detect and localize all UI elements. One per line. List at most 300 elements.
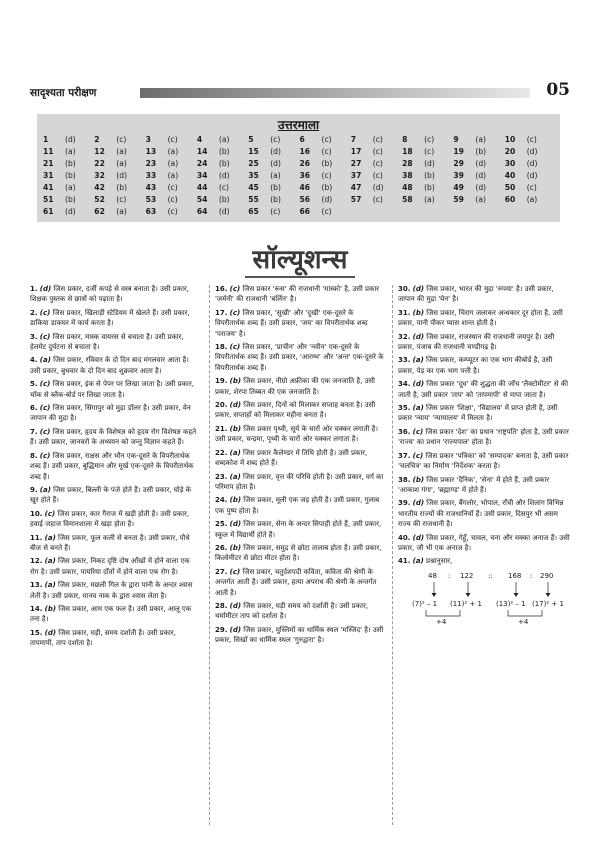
answer-number: 45 bbox=[248, 183, 259, 192]
solution-item bbox=[398, 308, 570, 329]
solution-text: जिस प्रकार, 'प्राचीन' और 'नवीन' एक-दूसरे के विपरीतार्थक शब्द हैं। उसी प्रकार, 'आरम्भ' और 'अन्त' एक-दूसरे के विपरीतार्थक शब्द हैं। bbox=[215, 343, 384, 372]
answer-cell bbox=[351, 158, 402, 169]
solution-item bbox=[398, 403, 570, 424]
answer-cell bbox=[351, 134, 402, 145]
answer-number: 7 bbox=[350, 135, 357, 144]
page-header bbox=[30, 80, 570, 104]
answer-option: (b) bbox=[270, 195, 281, 204]
solution-answer: (d) bbox=[412, 499, 425, 508]
header-title: सादृश्यता परीक्षण bbox=[30, 87, 97, 99]
answer-option: (c) bbox=[526, 135, 537, 144]
solution-text: जिस प्रकार 'शिक्षा', 'विद्यालय' में प्राप्त होती है, उसी प्रकार 'न्याय' 'न्यायालय' में मिलता है। bbox=[398, 404, 558, 423]
answer-cell bbox=[146, 206, 197, 217]
solution-number: 11. bbox=[30, 533, 43, 542]
answer-option: (a) bbox=[167, 147, 179, 156]
answer-cell bbox=[248, 146, 299, 157]
solution-number: 35. bbox=[398, 404, 411, 413]
answer-option: (c) bbox=[372, 195, 383, 204]
answer-number: 51 bbox=[43, 195, 54, 204]
solution-answer: (d) bbox=[412, 285, 425, 293]
solution-number: 30. bbox=[398, 285, 411, 293]
answer-option: (c) bbox=[424, 147, 435, 156]
series-separator: : bbox=[530, 571, 533, 580]
solution-answer: (a) bbox=[44, 533, 56, 542]
solution-number: 36. bbox=[398, 427, 411, 436]
answer-cell bbox=[248, 158, 299, 169]
solution-text: जिस प्रकार 'दूध' की शुद्धता की जाँच 'लैक्टोमीटर' से की जाती है, उसी प्रकार 'ताप' को 'तापमापी' से मापा जाता है। bbox=[398, 380, 569, 399]
answer-cell bbox=[43, 194, 94, 205]
series-number: 122 bbox=[460, 571, 474, 580]
answer-number: 14 bbox=[196, 147, 208, 156]
solution-item bbox=[30, 403, 200, 424]
answer-option: (a) bbox=[218, 135, 230, 144]
series-separator: : bbox=[448, 571, 451, 580]
answer-option: (d) bbox=[65, 135, 76, 144]
answer-number: 54 bbox=[196, 195, 208, 204]
solution-item bbox=[30, 332, 200, 353]
answer-cell bbox=[197, 158, 248, 169]
solution-text: जिस प्रकार, समुद्र से छोटा तालाब होता है। उसी प्रकार, किलोमीटर से छोटा मीटर होता है। bbox=[215, 543, 382, 563]
answer-cell bbox=[402, 134, 453, 145]
solution-answer: (d) bbox=[229, 601, 242, 610]
solution-text: जिस प्रकार 'रूस' की राजधानी 'मास्को' है, उसी प्रकार 'जर्मनी' की राजधानी 'बर्लिन' है। bbox=[215, 285, 380, 304]
answer-cell bbox=[248, 134, 299, 145]
solution-item bbox=[398, 379, 570, 400]
answer-number: 64 bbox=[196, 207, 208, 216]
solution-text: जिस प्रकार, वृत्त की परिधि होती है। उसी प्रकार, वर्ग का परिमाप होता है। bbox=[215, 472, 384, 491]
answer-number: 44 bbox=[196, 183, 208, 192]
solution-number: 39. bbox=[398, 499, 411, 508]
answer-option: (b) bbox=[65, 171, 76, 180]
answer-cell bbox=[402, 146, 453, 157]
solution-text: जिस प्रकार, चतुर्दशपदी कविता, कविता की श्रेणी के अन्तर्गत आती है। उसी प्रकार, हत्या अपराध की श्रेणी के अन्तर्गत आती है। bbox=[215, 567, 377, 597]
solution-text: जिस प्रकार, गेहूँ, चावल, चना और मक्का अनाज हैं। उसी प्रकार, जौ भी एक अनाज है। bbox=[398, 533, 570, 552]
answer-cell bbox=[453, 146, 504, 157]
solution-item bbox=[30, 533, 200, 554]
solution-number: 2. bbox=[30, 308, 38, 317]
answer-number: 24 bbox=[196, 159, 208, 168]
solution-number: 38. bbox=[398, 475, 411, 484]
solution-item bbox=[215, 284, 385, 305]
answer-option: (d) bbox=[270, 147, 281, 156]
series-expression: (17)² + 1 bbox=[532, 599, 564, 608]
solution-item bbox=[215, 308, 385, 339]
answer-number: 15 bbox=[248, 147, 259, 156]
answer-number: 29 bbox=[453, 159, 464, 168]
answer-cell bbox=[402, 158, 453, 169]
answer-cell bbox=[197, 206, 248, 217]
solutions-column-3 bbox=[398, 284, 570, 634]
solution-item bbox=[215, 400, 385, 421]
answer-option: (b) bbox=[218, 159, 230, 168]
answer-option: (c) bbox=[270, 207, 281, 216]
solutions-column-3-items bbox=[398, 284, 570, 567]
answer-number: 38 bbox=[402, 171, 413, 180]
solution-text: जिस प्रकार, हृदय के विशेषज्ञ को हृदय रोग विशेषज्ञ कहते हैं। उसी प्रकार, जानवरों के अध्ययन को जन्तु विज्ञान कहते हैं। bbox=[30, 427, 197, 447]
solution-text: जिस प्रकार, इंक से पेपर पर लिखा जाता है। उसी प्रकार, चॉक से ब्लैक-बोर्ड पर लिखा जाता है। bbox=[30, 380, 194, 399]
solution-number: 7. bbox=[30, 427, 38, 436]
solution-number: 3. bbox=[30, 332, 38, 341]
solution-item bbox=[398, 451, 570, 472]
answer-cell bbox=[146, 146, 197, 157]
answer-number: 33 bbox=[145, 171, 157, 180]
answer-cell bbox=[94, 134, 145, 145]
solution-answer: (c) bbox=[229, 285, 241, 293]
answer-number: 32 bbox=[94, 171, 105, 180]
answer-option: (c) bbox=[372, 171, 383, 180]
solution-answer: (c) bbox=[229, 567, 241, 576]
answer-number: 12 bbox=[94, 147, 105, 156]
answer-number: 50 bbox=[504, 183, 516, 192]
solution-text: जिस प्रकार, मूली एक जड़ होती है। उसी प्रकार, गुलाब एक पुष्प होता है। bbox=[215, 496, 380, 515]
answer-number: 56 bbox=[299, 195, 311, 204]
solution-item bbox=[215, 543, 385, 564]
solution-text: जिस प्रकार, 'सुखी' और 'दुखी' एक-दूसरे के विपरीतार्थक शब्द हैं। उसी प्रकार, 'जय' का विपरीतार्थक शब्द 'पराजय' है। bbox=[215, 308, 368, 338]
answer-cell bbox=[43, 158, 94, 169]
solution-number: 27. bbox=[215, 567, 228, 576]
answer-cell bbox=[43, 146, 94, 157]
solution-item bbox=[215, 376, 385, 397]
answer-option: (b) bbox=[321, 183, 333, 192]
column-divider bbox=[209, 285, 210, 825]
answer-cell bbox=[299, 134, 350, 145]
answer-number: 4 bbox=[196, 135, 203, 144]
answer-number: 10 bbox=[504, 135, 516, 144]
answer-option: (c) bbox=[270, 135, 281, 144]
page-number: 05 bbox=[546, 80, 570, 100]
answer-option: (a) bbox=[167, 171, 179, 180]
solution-item bbox=[30, 284, 200, 305]
answer-option: (a) bbox=[116, 207, 127, 216]
answer-number: 42 bbox=[94, 183, 105, 192]
answer-option: (a) bbox=[116, 159, 127, 168]
answer-option: (d) bbox=[526, 159, 538, 168]
answer-cell bbox=[94, 170, 145, 181]
answer-number: 58 bbox=[402, 195, 413, 204]
answer-option: (b) bbox=[270, 183, 281, 192]
header-bar bbox=[140, 88, 530, 98]
solution-number: 23. bbox=[215, 472, 228, 481]
answer-cell bbox=[248, 182, 299, 193]
answer-number: 48 bbox=[402, 183, 413, 192]
answer-option: (c) bbox=[372, 135, 383, 144]
answer-cell bbox=[43, 182, 94, 193]
solution-text: जिस प्रकार, मास्क वायरस से बचाता है। उसी प्रकार, हेलमेट दुर्घटना से बचाता है। bbox=[30, 332, 184, 352]
answer-number: 8 bbox=[402, 135, 408, 144]
answer-option: (a) bbox=[65, 147, 76, 156]
solution-answer: (a) bbox=[44, 581, 56, 590]
answer-number: 21 bbox=[43, 159, 54, 168]
solution-number: 22. bbox=[215, 448, 228, 457]
solution-number: 18. bbox=[215, 343, 228, 352]
answer-number: 9 bbox=[453, 135, 459, 144]
solution-answer: (d) bbox=[229, 625, 242, 634]
answer-number: 17 bbox=[350, 147, 362, 156]
solution-text: जिस प्रकार, दिनों को मिलाकर सप्ताह बनता है। उसी प्रकार, सप्ताहों को मिलाकर महीना बनता है। bbox=[215, 401, 376, 420]
answer-option: (a) bbox=[526, 195, 538, 204]
solution-answer: (d) bbox=[412, 533, 425, 542]
solution-text: जिस प्रकार, चिराग जलाकर अन्धकार दूर होता है, उसी प्रकार, पानी पीकर प्यास शान्त होती है। bbox=[398, 308, 563, 328]
series-difference: +4 bbox=[518, 617, 529, 626]
solution-answer: (c) bbox=[39, 427, 51, 436]
series-expression: (13)² – 1 bbox=[496, 599, 526, 608]
answer-number: 60 bbox=[504, 195, 516, 204]
solution-answer: (c) bbox=[229, 308, 241, 317]
answer-cell bbox=[146, 170, 197, 181]
series-separator: :: bbox=[488, 571, 493, 580]
answer-cell bbox=[351, 146, 402, 157]
answer-cell bbox=[351, 170, 402, 181]
solution-number: 40. bbox=[398, 533, 411, 542]
solution-answer: (d) bbox=[229, 401, 242, 410]
solution-number: 24. bbox=[215, 496, 228, 505]
answer-grid bbox=[43, 134, 556, 217]
answer-option: (a) bbox=[167, 159, 179, 168]
answer-cell bbox=[453, 134, 504, 145]
solution-answer: (c) bbox=[229, 343, 241, 352]
answer-cell bbox=[402, 170, 453, 181]
solution-number: 4. bbox=[30, 356, 38, 365]
answer-cell bbox=[248, 194, 299, 205]
answer-option: (d) bbox=[475, 171, 487, 180]
solution-number: 41. bbox=[398, 557, 411, 566]
solution-text: जिस प्रकार, निकट दृष्टि दोष आँखों में होने वाला एक रोग है। उसी प्रकार, पायरिया दाँतों में होने वाला एक रोग है। bbox=[30, 557, 190, 576]
answer-option: (b) bbox=[65, 195, 76, 204]
answer-cell bbox=[453, 158, 504, 169]
answer-option: (b) bbox=[218, 195, 230, 204]
solution-number: 28. bbox=[215, 601, 228, 610]
solution-item bbox=[398, 284, 570, 305]
solution-number: 21. bbox=[215, 424, 228, 433]
answer-number: 61 bbox=[43, 207, 54, 216]
solution-answer: (a) bbox=[412, 557, 424, 566]
answer-key-box bbox=[37, 114, 560, 222]
solution-number: 29. bbox=[215, 625, 228, 634]
answer-option: (c) bbox=[167, 195, 178, 204]
solution-answer: (a) bbox=[39, 356, 51, 365]
solution-text: जिस प्रकार, घड़ी, समय दर्शाती है। उसी प्रकार, तापमापी, ताप दर्शाता है। bbox=[30, 628, 176, 648]
answer-option: (b) bbox=[424, 183, 435, 192]
solution-number: 12. bbox=[30, 557, 43, 566]
solution-text: जिस प्रकार कैलेण्डर में तिथि होती है। उसी प्रकार, शब्दकोश में शब्द होते हैं। bbox=[215, 448, 368, 468]
solution-text: जिस प्रकार, सेना के अन्दर सिपाही होते हैं, उसी प्रकार, स्कूल में विद्यार्थी होते हैं। bbox=[215, 520, 382, 539]
answer-number: 31 bbox=[43, 171, 54, 180]
answer-option: (c) bbox=[167, 135, 178, 144]
answer-cell bbox=[197, 170, 248, 181]
answer-option: (c) bbox=[218, 183, 229, 192]
answer-cell bbox=[197, 182, 248, 193]
answer-option: (c) bbox=[526, 183, 537, 192]
solution-answer: (a) bbox=[39, 485, 51, 494]
answer-option: (b) bbox=[424, 171, 435, 180]
answer-number: 30 bbox=[504, 159, 516, 168]
solutions-title: सॉल्यूशन्स bbox=[252, 245, 348, 275]
solution-item bbox=[30, 308, 200, 329]
solution-number: 5. bbox=[30, 380, 38, 389]
answer-number: 57 bbox=[350, 195, 362, 204]
answer-option: (a) bbox=[475, 195, 486, 204]
solution-text: जिस प्रकार, सिंगापुर को मुद्रा डॉलर है। उसी प्रकार, येन जापान की मुद्रा है। bbox=[30, 404, 191, 423]
solution-number: 6. bbox=[30, 404, 38, 413]
series-difference: +4 bbox=[436, 617, 447, 626]
solution-answer: (c) bbox=[39, 404, 51, 413]
solution-number: 17. bbox=[215, 308, 228, 317]
answer-option: (b) bbox=[65, 159, 76, 168]
solution-item bbox=[215, 601, 385, 622]
solution-text: जिस प्रकार, रविवार के दो दिन बाद मंगलवार आता है। उसी प्रकार, बुधवार के दो दिन बाद शुक्रवार आता है। bbox=[30, 356, 189, 375]
answer-option: (a) bbox=[65, 183, 76, 192]
answer-option: (c) bbox=[321, 171, 332, 180]
answer-option: (c) bbox=[167, 207, 178, 216]
solution-item bbox=[398, 355, 570, 376]
series-number: 290 bbox=[540, 571, 554, 580]
answer-option: (d) bbox=[218, 171, 230, 180]
answer-number: 66 bbox=[299, 207, 311, 216]
solution-item bbox=[30, 355, 200, 376]
answer-option: (d) bbox=[526, 147, 538, 156]
solution-answer: (b) bbox=[229, 496, 242, 505]
solution-number: 8. bbox=[30, 451, 38, 460]
answer-cell bbox=[197, 134, 248, 145]
answer-option: (a) bbox=[116, 147, 127, 156]
solution-text: प्रश्नानुसार, bbox=[426, 557, 453, 566]
answer-number: 47 bbox=[350, 183, 362, 192]
answer-number: 5 bbox=[248, 135, 254, 144]
answer-number: 22 bbox=[94, 159, 105, 168]
answer-cell bbox=[299, 194, 350, 205]
answer-cell bbox=[248, 170, 299, 181]
answer-cell bbox=[299, 206, 350, 217]
answer-number: 23 bbox=[145, 159, 157, 168]
answer-number: 59 bbox=[453, 195, 464, 204]
solution-number: 26. bbox=[215, 543, 228, 552]
answer-cell bbox=[505, 170, 556, 181]
solution-text: जिस प्रकार, मुस्लिमों का धार्मिक स्थल 'मस्जिद' है। उसी प्रकार, सिखों का धार्मिक स्थल 'गुरुद्वारा' है। bbox=[215, 625, 384, 645]
solution-answer: (c) bbox=[39, 332, 51, 341]
solution-text: जिस प्रकार, फूल कली से बनता है। उसी प्रकार, पौधे बीज से बनते हैं। bbox=[30, 533, 190, 552]
solution-item bbox=[398, 533, 570, 554]
solution-answer: (c) bbox=[44, 509, 56, 518]
answer-cell bbox=[248, 206, 299, 217]
solution-text: जिस प्रकार, बैंगलोर, भोपाल, राँची और शिलांग विभिन्न भारतीय राज्यों की राजधानियाँ हैं। उसी प्रकार, दिसपुर भी असम राज्य की राजधानी है। bbox=[398, 499, 564, 529]
solution-answer: (a) bbox=[412, 356, 424, 365]
answer-cell bbox=[402, 194, 453, 205]
solution-number: 20. bbox=[215, 401, 228, 410]
solution-text: जिस प्रकार, मछली गिल के द्वारा पानी के अन्दर श्वास लेती है। उसी प्रकार, मानव नाक के द्वारा श्वास लेता है। bbox=[30, 581, 193, 600]
solution-item bbox=[398, 475, 570, 496]
answer-number: 55 bbox=[248, 195, 259, 204]
solution-answer: (b) bbox=[44, 604, 57, 613]
answer-option: (c) bbox=[372, 159, 383, 168]
answer-option: (d) bbox=[372, 183, 384, 192]
solution-number: 13. bbox=[30, 581, 43, 590]
answer-cell bbox=[299, 146, 350, 157]
solution-text: जिस प्रकार, कम्प्यूटर का एक भाग कीबोर्ड है, उसी प्रकार, पेड़ का एक भाग पत्ती है। bbox=[398, 356, 553, 375]
solution-answer: (b) bbox=[412, 308, 425, 317]
series-number: 168 bbox=[508, 571, 522, 580]
solution-text: जिस प्रकार पृथ्वी, सूर्य के चारों ओर चक्कर लगाती है। उसी प्रकार, चन्द्रमा, पृथ्वी के चारों ओर चक्कर लगाता है। bbox=[215, 424, 379, 444]
answer-option: (d) bbox=[218, 207, 230, 216]
solution-text: जिस प्रकार, घड़ी समय को दर्शाती है। उसी प्रकार, थर्मामीटर ताप को दर्शाता है। bbox=[215, 601, 369, 621]
solution-item bbox=[215, 519, 385, 540]
answer-cell bbox=[146, 194, 197, 205]
solution-text: जिस प्रकार 'देश' का प्रधान 'राष्ट्रपति' होता है, उसी प्रकार 'राज्य' का प्रधान 'राज्यपाल' होता है। bbox=[398, 427, 569, 447]
solution-number: 32. bbox=[398, 332, 411, 341]
answer-number: 6 bbox=[299, 135, 305, 144]
answer-cell bbox=[43, 170, 94, 181]
solution-item bbox=[215, 342, 385, 373]
solution-text: जिस प्रकार 'दैनिक', 'सेना' में होते हैं, उसी प्रकार 'आकाश गंगा', 'ब्रह्माण्ड' में होते हैं। bbox=[398, 475, 550, 494]
answer-cell bbox=[94, 146, 145, 157]
answer-number: 11 bbox=[43, 147, 54, 156]
answer-option: (d) bbox=[116, 171, 128, 180]
solution-item bbox=[30, 485, 200, 506]
answer-cell bbox=[146, 182, 197, 193]
answer-cell bbox=[351, 182, 402, 193]
answer-number: 52 bbox=[94, 195, 105, 204]
solution-answer: (b) bbox=[229, 424, 242, 433]
answer-option: (c) bbox=[321, 207, 332, 216]
answer-option: (b) bbox=[218, 147, 230, 156]
answer-number: 16 bbox=[299, 147, 311, 156]
solution-answer: (a) bbox=[229, 448, 241, 457]
solution-item bbox=[30, 427, 200, 448]
answer-number: 37 bbox=[350, 171, 362, 180]
answer-number: 35 bbox=[248, 171, 259, 180]
answer-key-title: उत्तरमाला bbox=[277, 118, 320, 132]
solutions-column-1 bbox=[30, 284, 200, 652]
answer-option: (a) bbox=[475, 135, 486, 144]
solution-item bbox=[30, 628, 200, 649]
solution-answer: (c) bbox=[39, 451, 51, 460]
solution-item bbox=[215, 424, 385, 445]
solution-text: जिस प्रकार, भारत की मुद्रा 'रुपया' है। उसी प्रकार, जापान की मुद्रा 'येन' है। bbox=[398, 285, 554, 304]
answer-number: 2 bbox=[94, 135, 100, 144]
solution-text: जिस प्रकार, बिल्ली के पंजे होते हैं। उसी प्रकार, घोड़े के खुर होते हैं। bbox=[30, 485, 192, 505]
answer-cell bbox=[505, 194, 556, 205]
answer-cell bbox=[453, 194, 504, 205]
solution-number: 33. bbox=[398, 356, 411, 365]
answer-number: 34 bbox=[196, 171, 208, 180]
answer-cell bbox=[43, 206, 94, 217]
answer-number: 25 bbox=[248, 159, 259, 168]
answer-option: (d) bbox=[321, 195, 333, 204]
solution-number: 31. bbox=[398, 308, 411, 317]
answer-number: 36 bbox=[299, 171, 311, 180]
answer-number: 26 bbox=[299, 159, 311, 168]
solution-item bbox=[30, 580, 200, 601]
number-series-diagram bbox=[398, 570, 568, 634]
solution-item bbox=[30, 451, 200, 482]
answer-number: 65 bbox=[248, 207, 259, 216]
answer-option: (a) bbox=[270, 171, 281, 180]
answer-number: 49 bbox=[453, 183, 464, 192]
answer-number: 62 bbox=[94, 207, 105, 216]
answer-option: (c) bbox=[116, 135, 127, 144]
answer-cell bbox=[94, 158, 145, 169]
answer-option: (d) bbox=[526, 171, 538, 180]
answer-option: (c) bbox=[372, 147, 383, 156]
answer-number: 27 bbox=[350, 159, 362, 168]
solution-text: जिस प्रकार, राजस्थान की राजधानी जयपुर है। उसी प्रकार, पंजाब की राजधानी चण्डीगढ़ है। bbox=[398, 332, 555, 352]
solutions-title-underline bbox=[245, 276, 355, 278]
answer-option: (d) bbox=[65, 207, 76, 216]
answer-option: (a) bbox=[424, 195, 435, 204]
solution-item bbox=[398, 427, 570, 448]
answer-number: 20 bbox=[504, 147, 516, 156]
solution-item bbox=[215, 495, 385, 516]
answer-option: (c) bbox=[321, 147, 332, 156]
